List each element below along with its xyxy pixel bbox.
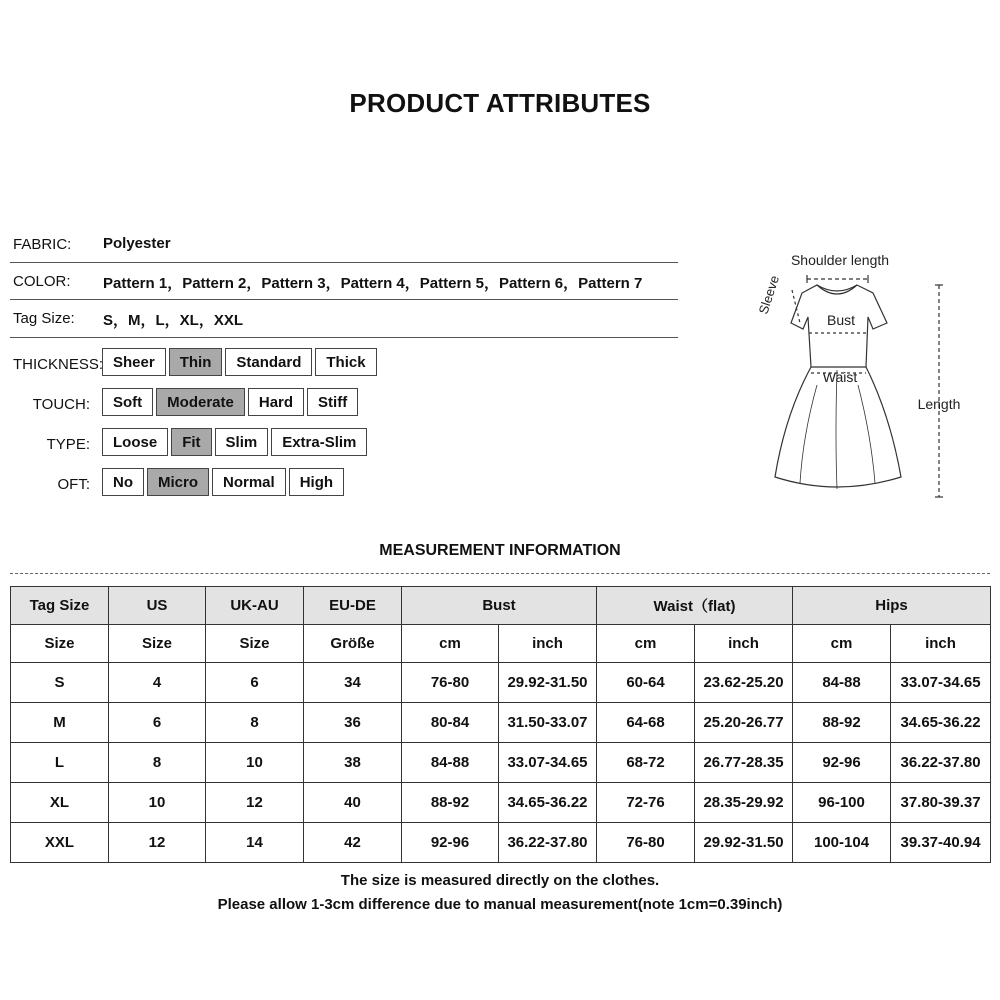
option-label-0: THICKNESS: [13, 356, 104, 373]
table-cell: 36.22-37.80 [891, 743, 991, 783]
tag-size-label: Tag Size: [13, 310, 75, 327]
table-cell: 14 [206, 823, 304, 863]
table-cell: 8 [109, 743, 206, 783]
table-cell: 6 [109, 703, 206, 743]
table-cell: 92-96 [793, 743, 891, 783]
fabric-label: FABRIC: [13, 236, 72, 253]
table-cell: 42 [304, 823, 402, 863]
fabric-value: Polyester [103, 235, 171, 252]
table-cell: 37.80-39.37 [891, 783, 991, 823]
table-cell: 6 [206, 663, 304, 703]
waist-label: Waist [822, 369, 858, 385]
table-cell: 12 [109, 823, 206, 863]
option-chip: High [289, 468, 344, 496]
size-chart-table [10, 586, 991, 863]
table-cell: 25.20-26.77 [695, 703, 793, 743]
table-subheader-cell: cm [597, 625, 695, 663]
table-cell: 33.07-34.65 [891, 663, 991, 703]
table-header-cell: US [109, 587, 206, 625]
option-chip: Thin [169, 348, 223, 376]
table-cell: 26.77-28.35 [695, 743, 793, 783]
option-row [102, 468, 344, 496]
divider [10, 299, 678, 300]
note-line-1: The size is measured directly on the clothes. [340, 872, 660, 889]
table-cell: 12 [206, 783, 304, 823]
table-cell: 84-88 [793, 663, 891, 703]
table-cell: 39.37-40.94 [891, 823, 991, 863]
option-label-1: TOUCH: [32, 396, 90, 413]
option-chip: Stiff [307, 388, 358, 416]
option-row [102, 428, 367, 456]
table-header-cell: EU-DE [304, 587, 402, 625]
table-cell: 34 [304, 663, 402, 703]
table-row [11, 743, 991, 783]
table-header-cell: UK-AU [206, 587, 304, 625]
table-cell: 8 [206, 703, 304, 743]
table-row [11, 703, 991, 743]
note-line-2: Please allow 1-3cm difference due to manual measurement(note 1cm=0.39inch) [217, 896, 783, 913]
page-title: PRODUCT ATTRIBUTES [349, 88, 651, 118]
table-cell: 76-80 [597, 823, 695, 863]
table-cell: 4 [109, 663, 206, 703]
table-cell: 34.65-36.22 [499, 783, 597, 823]
table-cell: 10 [206, 743, 304, 783]
table-header-cell: Tag Size [11, 587, 109, 625]
table-row [11, 663, 991, 703]
table-cell: 36 [304, 703, 402, 743]
table-cell: 76-80 [402, 663, 499, 703]
color-value: Pattern 1，Pattern 2，Pattern 3，Pattern 4，Pattern 5，Pattern 6，Pattern 7 [103, 275, 643, 292]
dashed-divider [10, 573, 990, 574]
table-cell: M [11, 703, 109, 743]
option-chip: Moderate [156, 388, 245, 416]
option-chip: Hard [248, 388, 304, 416]
table-subheader-cell: inch [891, 625, 991, 663]
table-header-row [11, 587, 991, 625]
table-header-cell: Waist（flat) [597, 587, 793, 625]
table-header-cell: Hips [793, 587, 991, 625]
shoulder-length-label: Shoulder length [790, 252, 890, 268]
option-chip: Extra-Slim [271, 428, 367, 456]
table-cell: 80-84 [402, 703, 499, 743]
option-row [102, 388, 358, 416]
sleeve-label: Sleeve [755, 273, 783, 316]
table-cell: 96-100 [793, 783, 891, 823]
table-cell: 29.92-31.50 [695, 823, 793, 863]
table-cell: 68-72 [597, 743, 695, 783]
table-cell: 88-92 [793, 703, 891, 743]
table-subheader-cell: inch [499, 625, 597, 663]
length-label: Length [917, 396, 961, 412]
table-row [11, 783, 991, 823]
option-label-2: TYPE: [46, 436, 90, 453]
divider [10, 337, 678, 338]
option-chip: Loose [102, 428, 168, 456]
option-chip: Slim [215, 428, 269, 456]
divider [10, 262, 678, 263]
table-cell: 34.65-36.22 [891, 703, 991, 743]
tag-size-value: S，M，L，XL，XXL [103, 312, 244, 329]
bust-label: Bust [826, 312, 856, 328]
dress-measurement-diagram [745, 245, 975, 505]
table-subheader-cell: Size [206, 625, 304, 663]
option-chip: Standard [225, 348, 312, 376]
table-cell: 64-68 [597, 703, 695, 743]
table-cell: 100-104 [793, 823, 891, 863]
table-subheader-cell: Size [109, 625, 206, 663]
table-cell: 40 [304, 783, 402, 823]
option-chip: Sheer [102, 348, 166, 376]
table-header-cell: Bust [402, 587, 597, 625]
table-cell: 38 [304, 743, 402, 783]
option-chip: Soft [102, 388, 153, 416]
color-label: COLOR: [13, 273, 71, 290]
table-cell: L [11, 743, 109, 783]
table-cell: 28.35-29.92 [695, 783, 793, 823]
table-header-row [11, 625, 991, 663]
option-row [102, 348, 377, 376]
table-cell: 72-76 [597, 783, 695, 823]
table-cell: S [11, 663, 109, 703]
option-label-3: OFT: [57, 476, 90, 493]
table-cell: 29.92-31.50 [499, 663, 597, 703]
table-subheader-cell: cm [402, 625, 499, 663]
table-cell: 88-92 [402, 783, 499, 823]
table-cell: 23.62-25.20 [695, 663, 793, 703]
table-cell: 60-64 [597, 663, 695, 703]
table-subheader-cell: cm [793, 625, 891, 663]
table-cell: 36.22-37.80 [499, 823, 597, 863]
option-chip: No [102, 468, 144, 496]
measurement-title: MEASUREMENT INFORMATION [379, 542, 621, 559]
table-subheader-cell: Size [11, 625, 109, 663]
table-cell: XL [11, 783, 109, 823]
table-cell: 10 [109, 783, 206, 823]
table-cell: XXL [11, 823, 109, 863]
table-subheader-cell: Größe [304, 625, 402, 663]
option-chip: Fit [171, 428, 211, 456]
option-chip: Thick [315, 348, 376, 376]
dress-skirt-outline [775, 367, 901, 487]
table-cell: 92-96 [402, 823, 499, 863]
table-cell: 33.07-34.65 [499, 743, 597, 783]
table-subheader-cell: inch [695, 625, 793, 663]
table-cell: 31.50-33.07 [499, 703, 597, 743]
option-chip: Normal [212, 468, 286, 496]
table-cell: 84-88 [402, 743, 499, 783]
option-chip: Micro [147, 468, 209, 496]
table-row [11, 823, 991, 863]
